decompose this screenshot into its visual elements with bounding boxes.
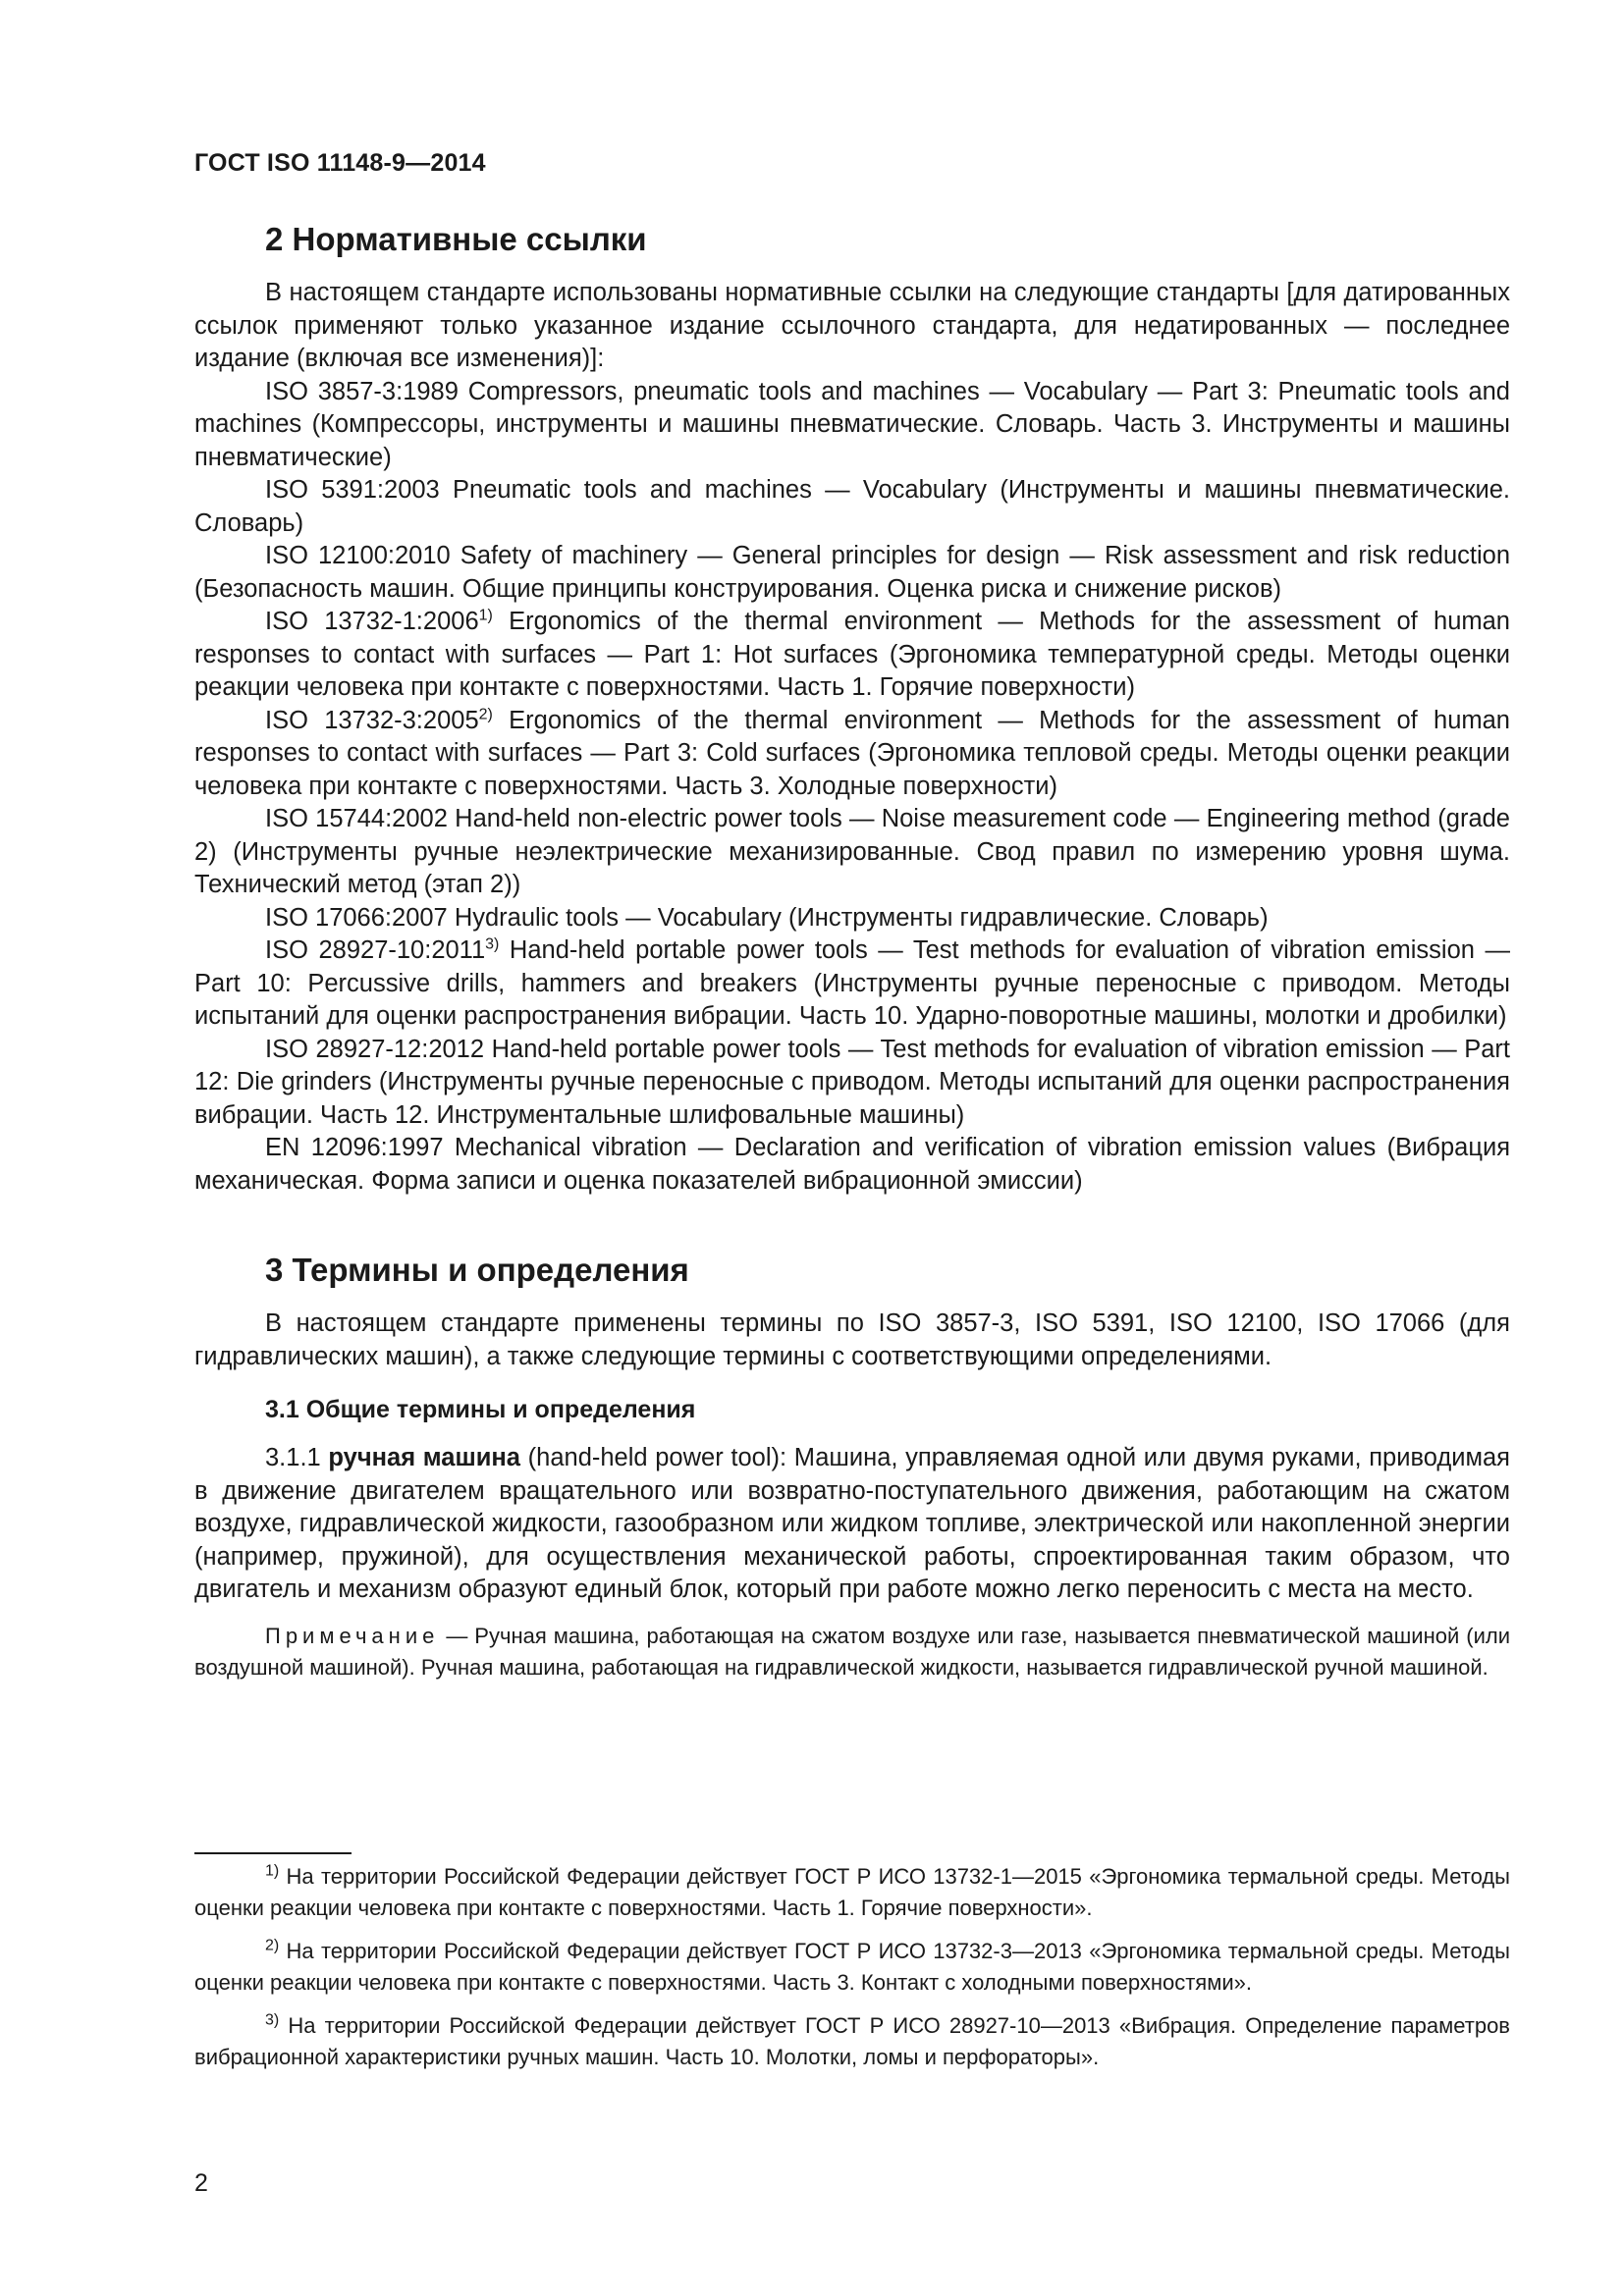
reference-item (194, 902, 1510, 935)
section-2-intro: В настоящем стандарте использованы нормативные ссылки на следующие стандарты [для датированных ссылок применяют только указанное издание ссылочного стандарта, для недатированных — последнее издание (включая все изменения)]: (194, 279, 1510, 372)
normative-references-list (194, 376, 1510, 1199)
reference-code: ISO 17066:2007 (265, 903, 448, 932)
reference-code: ISO 28927-12:2012 (265, 1035, 485, 1063)
reference-text: Pneumatic tools and machines — Vocabulary (Инструменты и машины пневматические. Словарь) (194, 476, 1510, 537)
reference-code: ISO 15744:2002 (265, 805, 448, 832)
reference-item (194, 474, 1510, 540)
reference-text: Ergonomics of the thermal environment — Methods for the assessment of human responses to contact with surfaces — Part 1: Hot surfaces (Эргономика температурной среды. Методы оценки реакции человека при контакте с поверхностями. Часть 1. Горячие поверхности) (194, 608, 1510, 701)
reference-text: Ergonomics of the thermal environment — Methods for the assessment of human responses to contact with surfaces — Part 3: Cold surfaces (Эргономика тепловой среды. Методы оценки реакции человека при контакте с поверхностями. Часть 3. Холодные поверхности) (194, 706, 1510, 800)
footnote-separator (194, 1852, 352, 1854)
reference-code: EN 12096:1997 (265, 1134, 444, 1161)
reference-text: Compressors, pneumatic tools and machines — Vocabulary — Part 3: Pneumatic tools and machines (Компрессоры, инструменты и машины пневматические. Словарь. Часть 3. Инструменты и машины пневматические) (194, 377, 1510, 471)
reference-item (194, 606, 1510, 705)
reference-text: Hydraulic tools — Vocabulary (Инструменты гидравлические. Словарь) (447, 903, 1269, 932)
reference-text: Mechanical vibration — Declaration and verification of vibration emission values (Вибрация механическая. Форма записи и оценка показателей вибрационной эмиссии) (194, 1134, 1510, 1195)
reference-text: Safety of machinery — General principles for design — Risk assessment and risk reduction (Безопасность машин. Общие принципы конструирования. Оценка риска и снижение рисков) (194, 542, 1511, 603)
reference-item (194, 934, 1510, 1034)
footnote-item (194, 1936, 1510, 1999)
reference-code: ISO 13732-1:2006 (265, 608, 479, 635)
footnote-item (194, 2010, 1510, 2073)
section-3-title: 3 Термины и определения (265, 1252, 689, 1288)
footnote-mark: 3) (485, 935, 500, 953)
footnote-item (194, 1861, 1510, 1924)
reference-text: Hand-held portable power tools — Test methods for evaluation of vibration emission — Part 12: Die grinders (Инструменты ручные переносные с приводом. Методы испытаний для оценки распространения вибрации. Часть 12. Инструментальные шлифовальные машины) (194, 1035, 1511, 1129)
page-number: 2 (194, 2169, 208, 2197)
reference-item (194, 1034, 1510, 1133)
running-title: ГОСТ ISO 11148-9—2014 (194, 149, 486, 177)
reference-code: ISO 12100:2010 (265, 542, 451, 569)
reference-code: ISO 28927-10:2011 (265, 936, 486, 964)
note-text: — Ручная машина, работающая на сжатом воздухе или газе, называется пневматической машиной (или воздушной машиной). Ручная машина, работающая на гидравлической жидкости, называется гидравлической ручной машиной. (194, 1623, 1510, 1680)
subsection-3-1-title: 3.1 Общие термины и определения (265, 1396, 696, 1423)
footnote-text: На территории Российской Федерации действует ГОСТ Р ИСО 28927-10—2013 «Вибрация. Определение параметров вибрационной характеристики ручных машин. Часть 10. Молотки, ломы и перфораторы». (194, 2013, 1510, 2069)
reference-item (194, 376, 1510, 475)
reference-code: ISO 5391:2003 (265, 476, 440, 504)
section-3-intro: В настоящем стандарте применены термины по ISO 3857-3, ISO 5391, ISO 12100, ISO 17066 (для гидравлических машин), а также следующие термины с соответствующими определениями. (194, 1309, 1510, 1370)
reference-text: Hand-held non-electric power tools — Noise measurement code — Engineering method (grade 2) (Инструменты ручные неэлектрические механизированные. Свод правил по измерению уровня шума. Технический метод (этап 2)) (194, 805, 1510, 898)
footnote-mark: 3) (265, 2011, 280, 2029)
note-label: Примечание (265, 1623, 440, 1648)
footnote-text: На территории Российской Федерации действует ГОСТ Р ИСО 13732-1—2015 «Эргономика термальной среды. Методы оценки реакции человека при контакте с поверхностями. Часть 1. Горячие поверхности». (194, 1864, 1510, 1920)
note-paragraph (194, 1621, 1510, 1683)
definition-number: 3.1.1 (265, 1444, 329, 1471)
footnote-mark: 2) (265, 1937, 280, 1954)
reference-code: ISO 13732-3:2005 (265, 706, 479, 734)
footnote-mark: 1) (265, 1862, 280, 1880)
reference-text: Hand-held portable power tools — Test methods for evaluation of vibration emission — Part 10: Percussive drills, hammers and breakers (Инструменты ручные переносные с приводом. Методы испытаний для оценки распространения вибрации. Часть 10. Ударно-поворотные машины, молотки и дробилки) (194, 936, 1510, 1030)
definition-3-1-1 (194, 1442, 1510, 1607)
reference-item (194, 705, 1510, 804)
footnote-mark: 1) (478, 607, 493, 624)
definition-term: ручная машина (328, 1444, 520, 1471)
footnote-mark: 2) (478, 706, 493, 722)
reference-item (194, 540, 1510, 606)
footnote-text: На территории Российской Федерации действует ГОСТ Р ИСО 13732-3—2013 «Эргономика термальной среды. Методы оценки реакции человека при контакте с поверхностями. Часть 3. Контакт с холодными поверхностями». (194, 1939, 1510, 1995)
reference-item (194, 1132, 1510, 1198)
footnotes (194, 1861, 1510, 2085)
main-content (194, 218, 1510, 1683)
reference-item (194, 803, 1510, 902)
reference-code: ISO 3857-3:1989 (265, 377, 459, 405)
section-2-title: 2 Нормативные ссылки (265, 221, 647, 257)
definition-text: (hand-held power tool): Машина, управляемая одной или двумя руками, приводимая в движение двигателем вращательного или возвратно-поступательного движения, работающим на сжатом воздухе, гидравлической жидкости, газообразном или жидком топливе, электрической или накопленной энергии (например, пружиной), для осуществления механической работы, спроектированная таким образом, что двигатель и механизм образуют единый блок, который при работе можно легко переносить с места на место. (194, 1444, 1510, 1603)
